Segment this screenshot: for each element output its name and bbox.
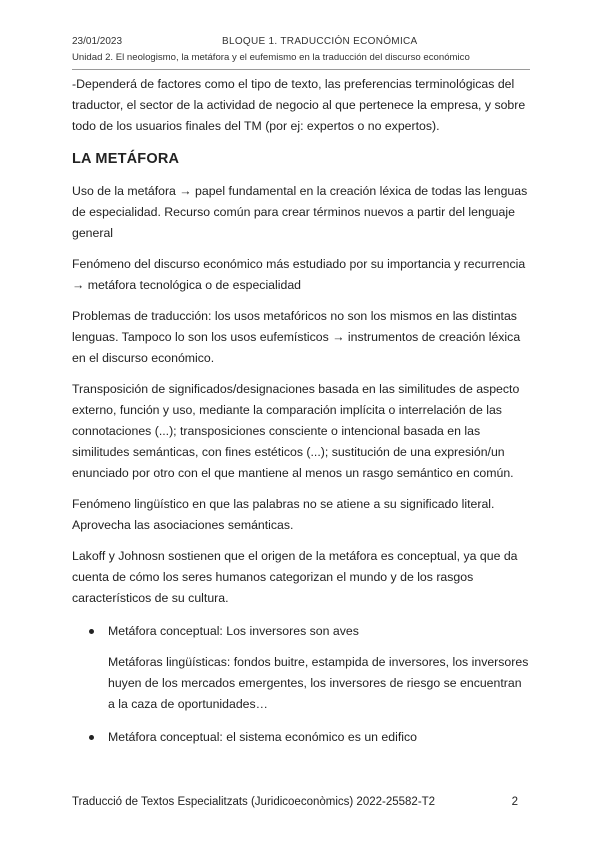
bullet-item: Metáfora conceptual: Los inversores son aves xyxy=(72,621,530,642)
paragraph: Transposición de significados/designaciones basada en las similitudes de aspecto externo, función y uso, mediante la comparación implícita o interrelación de las connotaciones (...); transposiciones consciente o intencional basada en las similitudes semánticas, con fines estéticos (...); sustitución de una expresión/un enunciado por otro con el que mantiene al menos un rasgo semántico en común. xyxy=(72,382,520,480)
paragraph: Fenómeno del discurso económico más estudiado por su importancia y recurrencia → metáfora tecnológica o de especialidad xyxy=(72,257,526,292)
paragraph: Fenómeno lingüístico en que las palabras no se atiene a su significado literal. Aprovecha las asociaciones semánticas. xyxy=(72,497,495,532)
bullet-list xyxy=(72,727,530,748)
header-unit-title: Unidad 2. El neologismo, la metáfora y el eufemismo en la traducción del discurso económico xyxy=(72,52,470,63)
paragraph: Problemas de traducción: los usos metafóricos no son los mismos en las distintas lenguas. Tampoco lo son los usos eufemísticos → instrumentos de creación léxica en el discurso económico. xyxy=(72,309,521,365)
page-header xyxy=(72,36,530,70)
intro-paragraph: -Dependerá de factores como el tipo de texto, las preferencias terminológicas del traductor, el sector de la actividad de negocio al que pertenece la empresa, y sobre todo de los usuarios finales del TM (por ej: expertos o no expertos). xyxy=(72,77,526,133)
paragraph: Uso de la metáfora → papel fundamental en la creación léxica de todas las lenguas de especialidad. Recurso común para crear términos nuevos a partir del lenguaje general xyxy=(72,184,528,240)
header-date: 23/01/2023 xyxy=(72,36,123,47)
bullet-list xyxy=(72,621,530,642)
section-heading: LA METÁFORA xyxy=(72,151,180,167)
paragraph: Lakoff y Johnosn sostienen que el origen de la metáfora es conceptual, ya que da cuenta de cómo los seres humanos categorizan el mundo y de los rasgos característicos de su cultura. xyxy=(72,549,518,605)
document-body xyxy=(72,74,530,758)
header-top-row xyxy=(72,36,530,49)
page-number: 2 xyxy=(511,796,518,808)
footer-course: Traducció de Textos Especialitzats (Juridicoeconòmics) 2022-25582-T2 xyxy=(72,796,436,808)
bullet-subtext: Metáforas lingüísticas: fondos buitre, estampida de inversores, los inversores huyen de los mercados emergentes, los inversores de riesgo se encuentran a la caza de oportunidades… xyxy=(108,655,529,711)
header-divider xyxy=(72,69,530,70)
bullet-item: Metáfora conceptual: el sistema económico es un edifico xyxy=(72,727,530,748)
header-block-title: BLOQUE 1. TRADUCCIÓN ECONÓMICA xyxy=(222,36,418,47)
